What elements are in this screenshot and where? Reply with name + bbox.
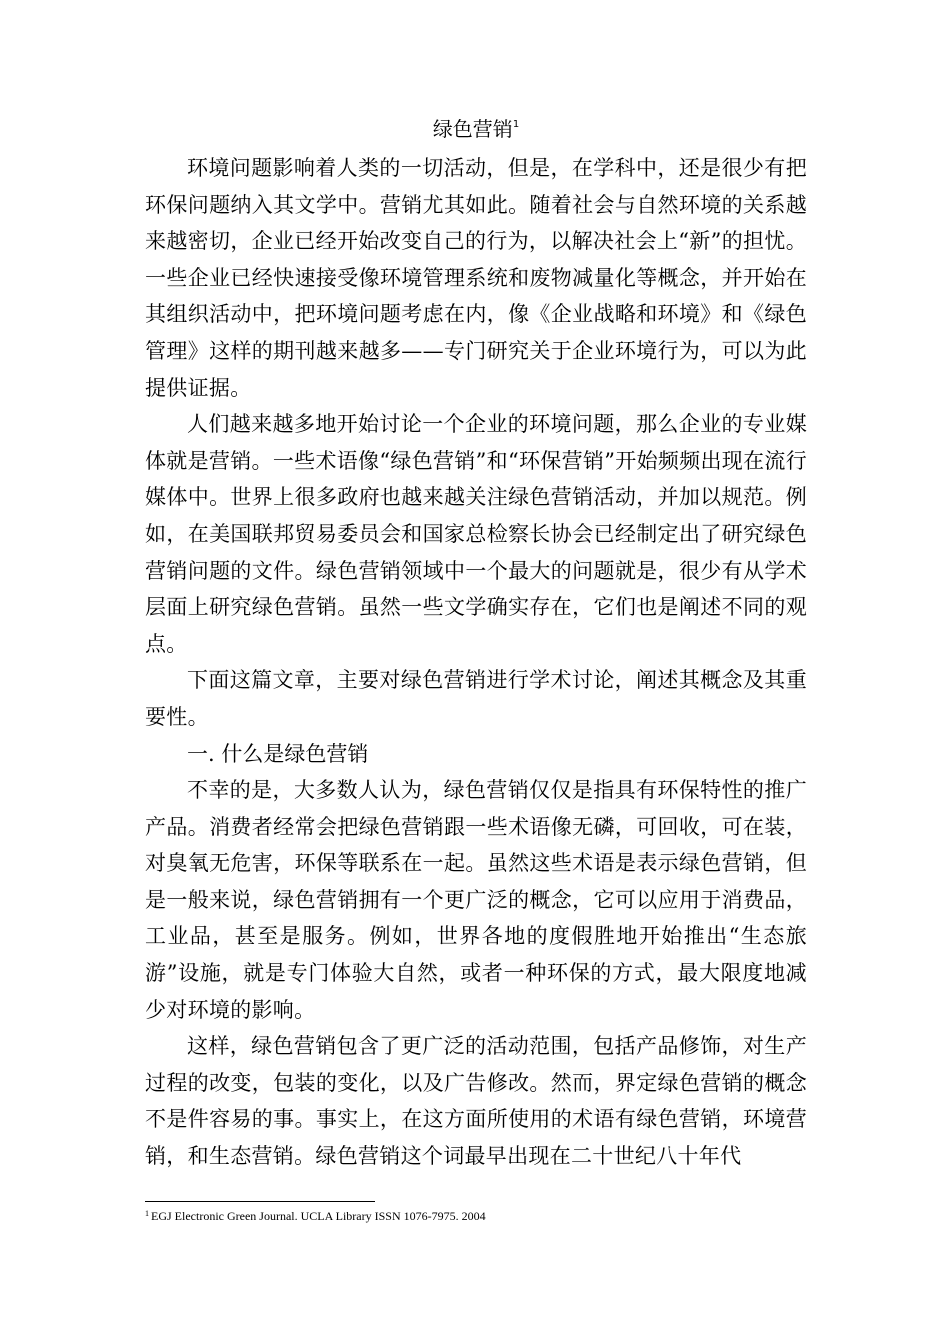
footnote — [145, 1208, 486, 1224]
paragraph-section-1: 不幸的是，大多数人认为，绿色营销仅仅是指具有环保特性的推广产品。消费者经常会把绿色营销跟一些术语像无磷，可回收，可在装，对臭氧无危害，环保等联系在一起。虽然这些术语是表示绿色营销，但是一般来说，绿色营销拥有一个更广泛的概念，它可以应用于消费品，工业品，甚至是服务。例如，世界各地的度假胜地开始推出“生态旅游”设施，就是专门体验大自然，或者一种环保的方式，最大限度地减少对环境的影响。 — [145, 778, 807, 1022]
page-title — [145, 108, 807, 150]
footnote-marker: 1 — [145, 1209, 149, 1218]
footnote-text: EGJ Electronic Green Journal. UCLA Library ISSN 1076-7975. 2004 — [151, 1209, 486, 1223]
title-footnote-marker: 1 — [512, 119, 520, 130]
paragraph-intro-3: 下面这篇文章，主要对绿色营销进行学术讨论，阐述其概念及其重要性。 — [145, 668, 807, 729]
paragraph-section-2: 这样，绿色营销包含了更广泛的活动范围，包括产品修饰，对生产过程的改变，包装的变化，以及广告修改。然而，界定绿色营销的概念不是件容易的事。事实上，在这方面所使用的术语有绿色营销，环境营销，和生态营销。绿色营销这个词最早出现在二十世纪八十年代 — [145, 1034, 807, 1169]
paragraph-intro-1: 环境问题影响着人类的一切活动，但是，在学科中，还是很少有把环保问题纳入其文学中。营销尤其如此。随着社会与自然环境的关系越来越密切，企业已经开始改变自己的行为，以解决社会上“新”的担忧。一些企业已经快速接受像环境管理系统和废物减量化等概念，并开始在其组织活动中，把环境问题考虑在内，像《企业战略和环境》和《绿色管理》这样的期刊越来越多——专门研究关于企业环境行为，可以为此提供证据。 — [145, 156, 807, 400]
footnote-divider — [145, 1201, 375, 1202]
paragraph-intro-2: 人们越来越多地开始讨论一个企业的环境问题，那么企业的专业媒体就是营销。一些术语像“绿色营销”和“环保营销”开始频频出现在流行媒体中。世界上很多政府也越来越关注绿色营销活动，并加以规范。例如，在美国联邦贸易委员会和国家总检察长协会已经制定出了研究绿色营销问题的文件。绿色营销领域中一个最大的问题就是，很少有从学术层面上研究绿色营销。虽然一些文学确实存在，它们也是阐述不同的观点。 — [145, 412, 807, 656]
title-text: 绿色营销 — [432, 117, 513, 141]
section-heading: 一. 什么是绿色营销 — [187, 741, 369, 766]
document-body — [145, 108, 807, 1175]
